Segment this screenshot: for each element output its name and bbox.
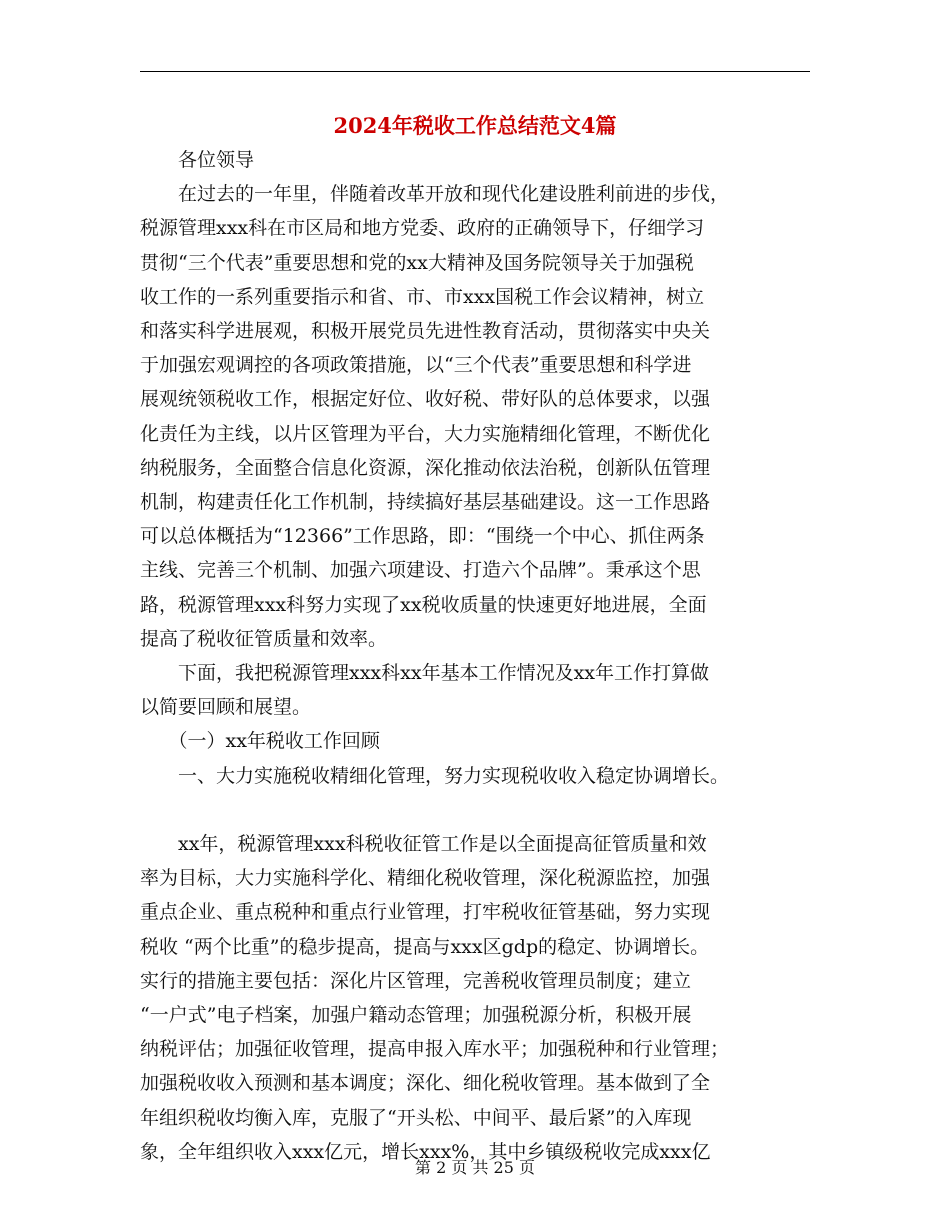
body-line: 提高了税收征管质量和效率。 xyxy=(140,627,388,650)
body-line: 于加强宏观调控的各项政策措施，以“三个代表”重要思想和科学进 xyxy=(140,354,692,377)
body-line: 和落实科学进展观，积极开展党员先进性教育活动，贯彻落实中央关 xyxy=(140,320,711,342)
body-line: 税收 “两个比重”的稳步提高，提高与xxx区gdp的稳定、协调增长。 xyxy=(140,935,710,958)
body-line: 贯彻“三个代表”重要思想和党的xx大精神及国务院领导关于加强税 xyxy=(140,251,694,274)
body-line: 率为目标，大力实施科学化、精细化税收管理，深化税源监控，加强 xyxy=(140,867,711,890)
body-line: “一户式”电子档案，加强户籍动态管理；加强税源分析，积极开展 xyxy=(140,1004,692,1026)
body-line: 以简要回顾和展望。 xyxy=(140,696,312,719)
body-line: 主线、完善三个机制、加强六项建设、打造六个品牌”。秉承这个思 xyxy=(140,559,701,582)
body-line: （一）xx年税收工作回顾 xyxy=(140,730,380,753)
body-line: 纳税评估；加强征收管理，提高申报入库水平；加强税种和行业管理； xyxy=(140,1038,730,1061)
body-line: 年组织税收均衡入库，克服了“开头松、中间平、最后紧”的入库现 xyxy=(140,1106,692,1129)
body-line: 重点企业、重点税种和重点行业管理，打牢税收征管基础，努力实现 xyxy=(140,901,711,924)
body-line: 展观统领税收工作，根据定好位、收好税、带好队的总体要求，以强 xyxy=(140,388,711,411)
body-line: 路，税源管理xxx科努力实现了xx税收质量的快速更好地进展，全面 xyxy=(140,593,707,616)
header-rule xyxy=(140,71,810,72)
body-line: 税源管理xxx科在市区局和地方党委、政府的正确领导下，仔细学习 xyxy=(140,217,705,240)
body-line: 化责任为主线，以片区管理为平台，大力实施精细化管理，不断优化 xyxy=(140,422,711,445)
body-line: xx年，税源管理xxx科税收征管工作是以全面提高征管质量和效 xyxy=(140,833,707,855)
body-line: 象，全年组织收入xxx亿元，增长xxx%，其中乡镇级税收完成xxx亿 xyxy=(140,1140,711,1163)
body-line: 各位领导 xyxy=(140,149,255,171)
body-line: 收工作的一系列重要指示和省、市、市xxx国税工作会议精神，树立 xyxy=(140,285,705,308)
body-line: 下面，我把税源管理xxx科xx年基本工作情况及xx年工作打算做 xyxy=(140,662,710,684)
body-line: 一、大力实施税收精细化管理，努力实现税收收入稳定协调增长。 xyxy=(140,764,730,787)
body-line: 在过去的一年里，伴随着改革开放和现代化建设胜利前进的步伐， xyxy=(140,183,730,206)
document-title: 2024年税收工作总结范文4篇 xyxy=(333,113,617,138)
body-line: 可以总体概括为“12366”工作思路，即：“围绕一个中心、抓住两条 xyxy=(140,525,705,548)
body-line: 纳税服务，全面整合信息化资源，深化推动依法治税，创新队伍管理 xyxy=(140,456,711,479)
body-line: 机制，构建责任化工作机制，持续搞好基层基础建设。这一工作思路 xyxy=(140,491,711,513)
page-footer: 第 2 页 共 25 页 xyxy=(415,1158,535,1177)
body-line: 实行的措施主要包括：深化片区管理，完善税收管理员制度；建立 xyxy=(140,969,692,992)
body-line: 加强税收收入预测和基本调度；深化、细化税收管理。基本做到了全 xyxy=(140,1072,711,1095)
